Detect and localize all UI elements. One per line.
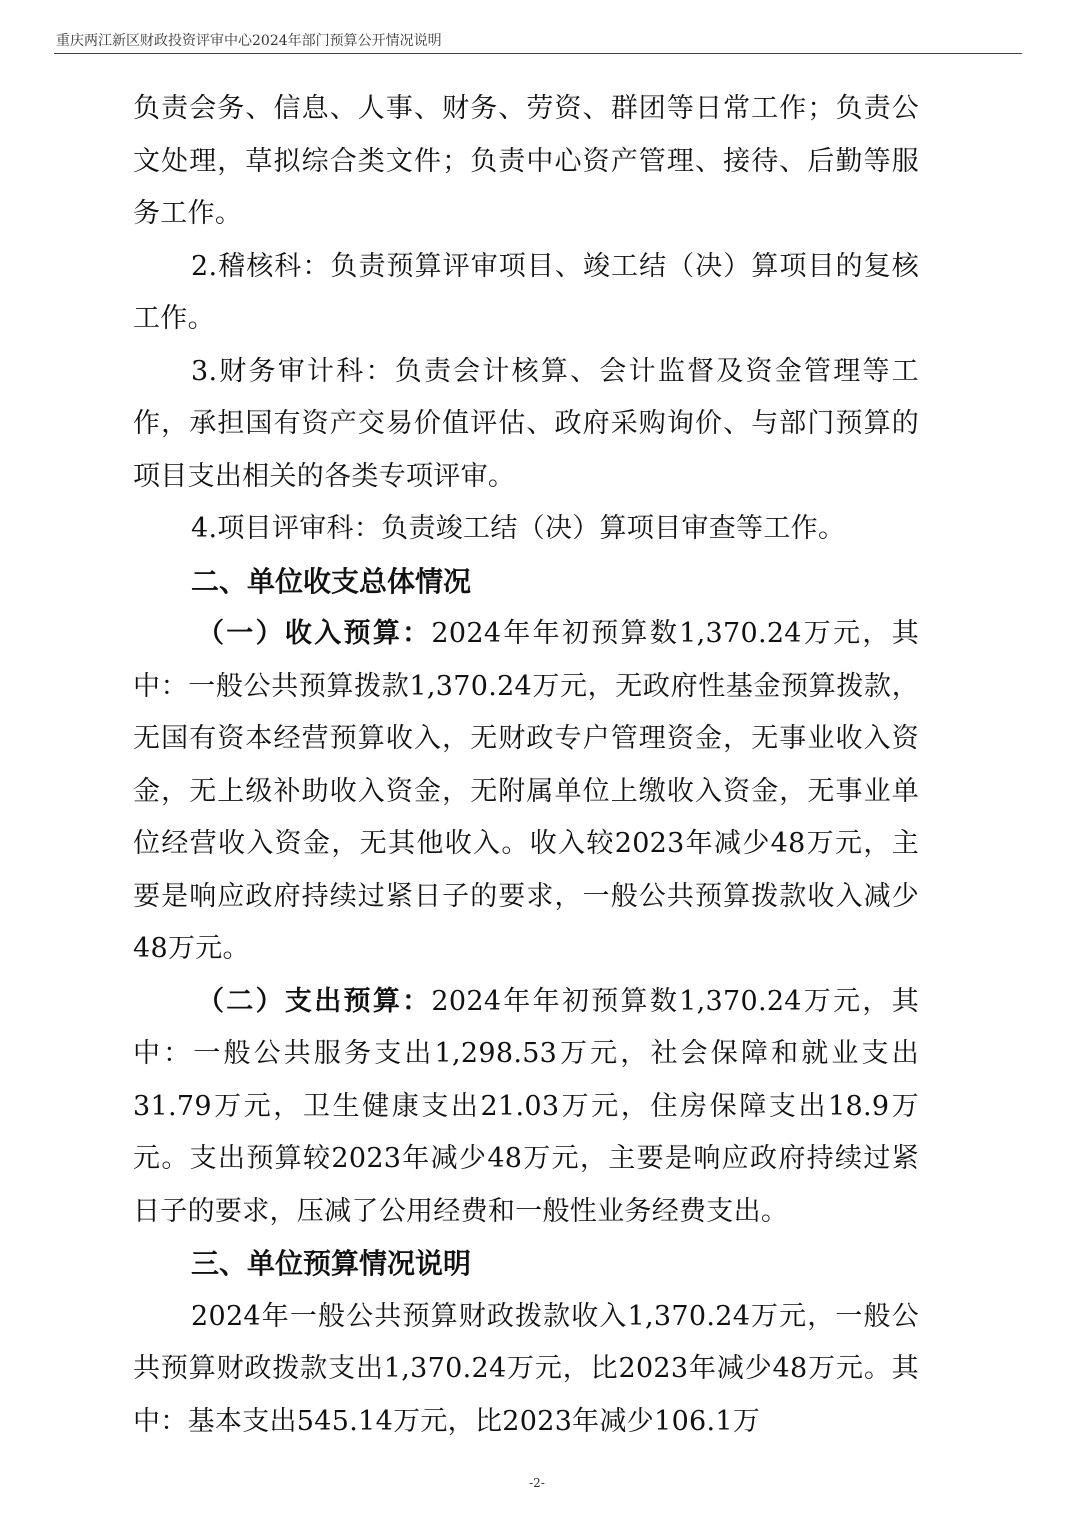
header-divider [54,53,1022,54]
income-budget-text: 2024年年初预算数1,370.24万元，其中：一般公共预算拨款1,370.24万元，无政府性基金预算拨款，无国有资本经营预算收入，无财政专户管理资金，无事业收入资金，无上级补助收入资金，无附属单位上缴收入资金，无事业单位经营收入资金，无其他收入。收入较2023年减少48万元，主要是响应政府持续过紧日子的要求，一般公共预算拨款收入减少48万元。 [133,618,919,964]
paragraph-expense-budget [133,976,919,1239]
section-heading-income-expense: 二、单位收支总体情况 [191,564,472,598]
paragraph-office-duties: 负责会务、信息、人事、财务、劳资、群团等日常工作；负责公文处理，草拟综合类文件；负责中心资产管理、接待、后勤等服务工作。 [133,93,919,229]
paragraph-project-review-section: 4.项目评审科：负责竣工结（决）算项目审查等工作。 [191,513,846,544]
document-body [133,83,919,1448]
paragraph-audit-section: 2.稽核科：负责预算评审项目、竣工结（决）算项目的复核工作。 [133,250,919,334]
section-heading-budget-explanation: 三、单位预算情况说明 [191,1247,472,1280]
expense-budget-label: （二）支出预算： [197,985,432,1017]
page-number: -2- [529,1476,545,1490]
paragraph-income-budget [133,608,919,976]
income-budget-label: （一）收入预算： [197,618,432,649]
paragraph-budget-explanation: 2024年一般公共预算财政拨款收入1,370.24万元，一般公共预算财政拨款支出1,370.24万元，比2023年减少48万元。其中：基本支出545.14万元，比2023年减少106.1万 [133,1300,919,1437]
paragraph-finance-audit-section: 3.财务审计科：负责会计核算、会计监督及资金管理等工作，承担国有资产交易价值评估、政府采购询价、与部门预算的项目支出相关的各类专项评审。 [133,355,919,492]
expense-budget-text: 2024年年初预算数1,370.24万元，其中：一般公共服务支出1,298.53万元，社会保障和就业支出31.79万元，卫生健康支出21.03万元，住房保障支出18.9万元。支出预算较2023年减少48万元，主要是响应政府持续过紧日子的要求，压减了公用经费和一般性业务经费支出。 [133,985,919,1227]
running-header: 重庆两江新区财政投资评审中心2024年部门预算公开情况说明 [56,33,442,49]
